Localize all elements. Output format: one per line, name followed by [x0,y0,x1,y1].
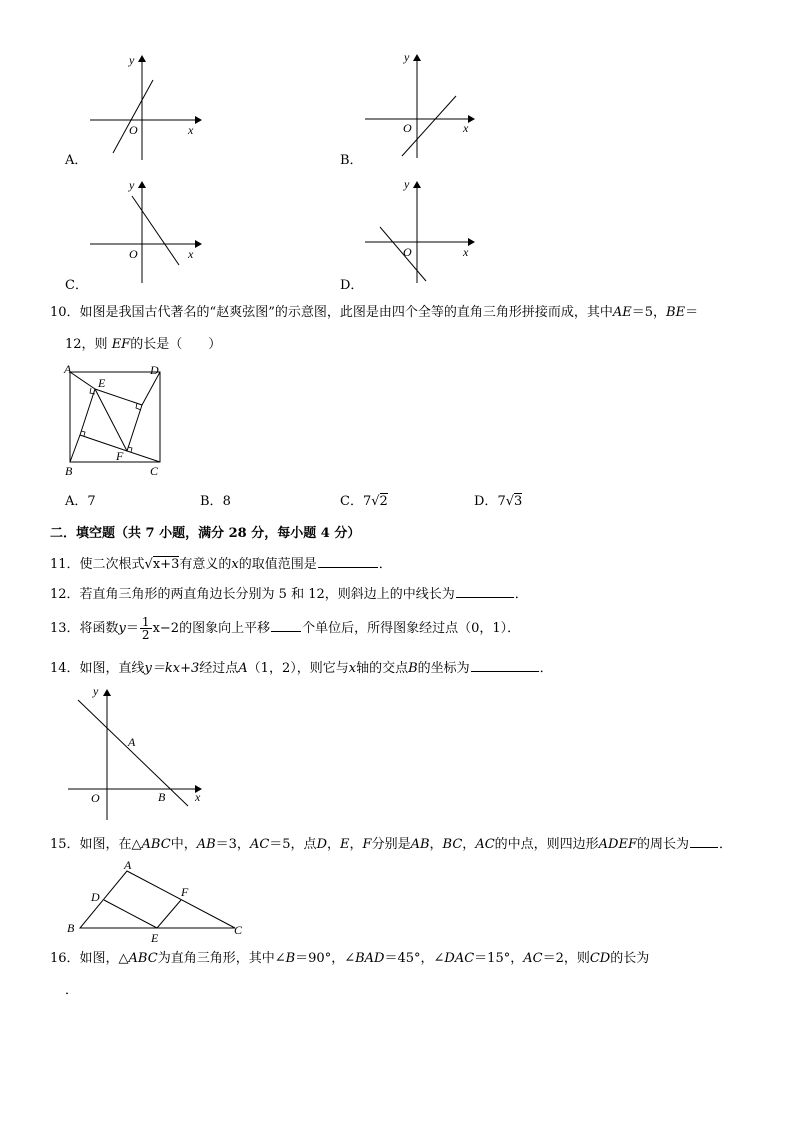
option-c-letter: C． [65,278,88,293]
fig-label-d: D [150,363,159,377]
q10-figure [60,362,170,480]
axis-y-label: y [404,50,410,64]
q10-option-b: B．8 [200,494,231,509]
section-2-heading: 二．填空题（共 7 小题，满分 28 分，每小题 4 分） [50,526,361,541]
point-b-label: B [158,790,166,804]
origin-label: O [91,791,100,805]
q12: 12．若直角三角形的两直角边长分别为 5 和 12，则斜边上的中线长为 ． [50,587,528,602]
fig-label-f: F [116,449,124,463]
fig-label-e: E [98,376,106,390]
fig-label-a: A [64,362,72,376]
axis-x-label: x [188,247,194,261]
fig-label-c: C [234,923,243,937]
axis-x-label: x [195,790,201,804]
q15: 15．如图，在△ABC中，AB＝3，AC＝5，点D，E，F分别是AB，BC，AC的中点，则四边形ADEF的周长为 ． [50,837,733,852]
axis-y-label: y [404,177,410,191]
origin-label: O [129,123,138,137]
fig-label-f: F [181,885,189,899]
axis-x-label: x [463,121,469,135]
q10-line1: 10．如图是我国古代著名的“赵爽弦图”的示意图，此图是由四个全等的直角三角形拼接而成，其中AE＝5，BE＝ [50,305,699,320]
q11: 11．使二次根式√x+3有意义的x的取值范围是 ． [50,557,392,572]
q10-option-a: A．7 [65,494,96,509]
q13: 13．将函数y＝ $\frac{1}{2}$ x−2的图象向上平移 个单位后，所得图象经过点（0，1）． [50,615,521,642]
fig-label-b: B [67,921,75,935]
option-b-graph [360,48,480,163]
origin-label: O [129,247,138,261]
axis-y-label: y [93,684,99,698]
q10-line2: 12，则 EF的长是（ ） [65,337,222,352]
fig-label-e: E [151,931,159,944]
axis-x-label: x [188,123,194,137]
option-a-graph [85,50,205,165]
q14: 14．如图，直线y＝kx+3经过点A（1，2），则它与x轴的交点B的坐标为 ． [50,661,553,676]
q14-figure [60,680,220,825]
axis-y-label: y [129,178,135,192]
origin-label: O [403,121,412,135]
option-d-letter: D． [340,278,364,293]
fig-label-a: A [124,858,132,872]
option-d-graph [360,175,480,290]
axis-y-label: y [129,53,135,67]
q15-figure [62,856,252,944]
q16-line2: ． [65,983,79,998]
q16: 16．如图，△ABC为直角三角形，其中∠B＝90°，∠BAD＝45°，∠DAC＝15°，AC＝2，则CD的长为 [50,951,650,966]
fig-label-d: D [91,890,100,904]
axis-x-label: x [463,245,469,259]
option-b-letter: B． [340,153,363,168]
fig-label-c: C [150,464,159,478]
fig-label-b: B [65,464,73,478]
q10-option-d: D．7√3 [474,494,523,509]
point-a-label: A [128,735,136,749]
option-a-letter: A． [65,153,88,168]
q10-option-c: C．7√2 [340,494,388,509]
origin-label: O [403,245,412,259]
option-c-graph [85,175,205,290]
